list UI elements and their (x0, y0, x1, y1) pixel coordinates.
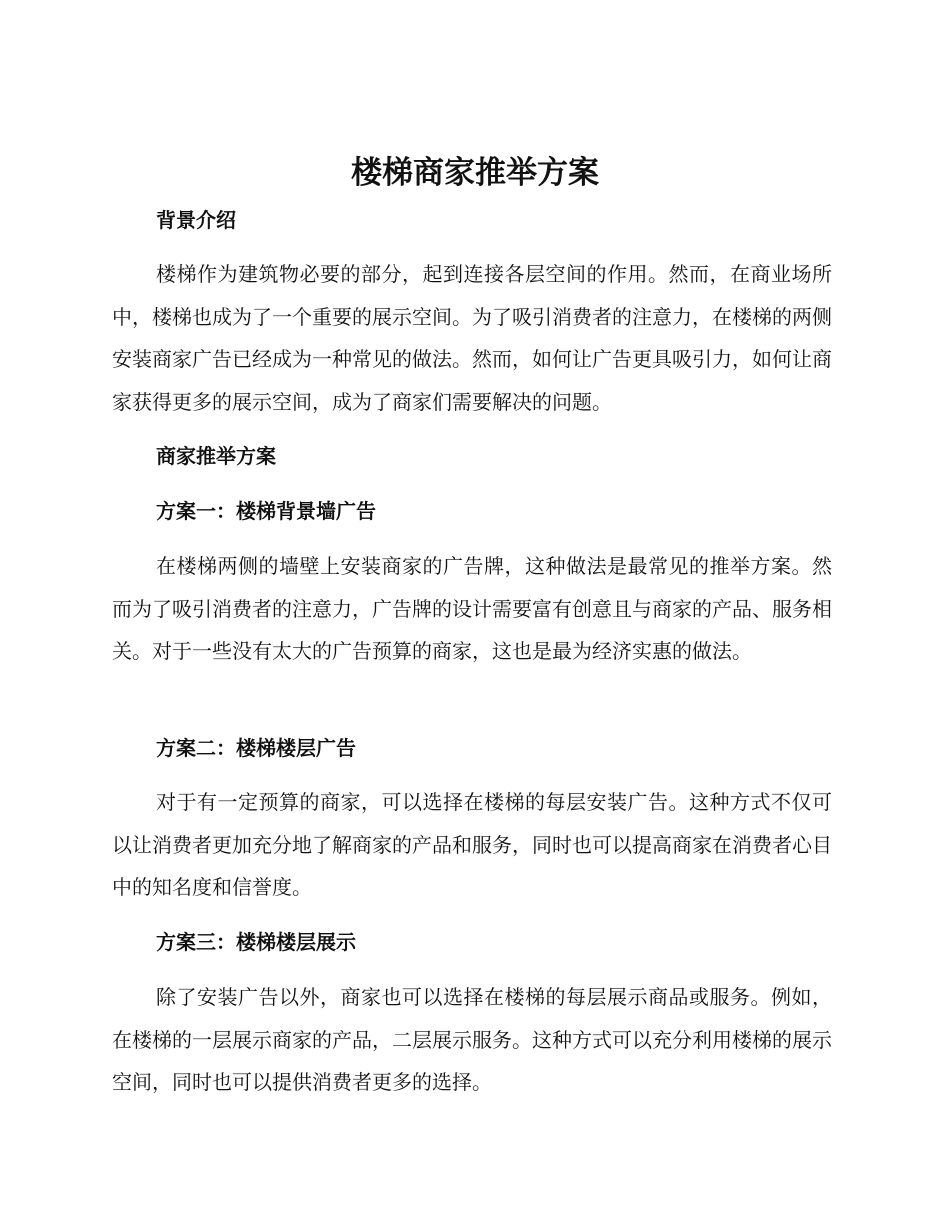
paragraph-option2: 对于有一定预算的商家，可以选择在楼梯的每层安装广告。这种方式不仅可以让消费者更加充分地了解商家的产品和服务，同时也可以提高商家在消费者心目中的知名度和信誉度。 (112, 790, 832, 899)
paragraph-option1: 在楼梯两侧的墙壁上安装商家的广告牌，这种做法是最常见的推举方案。然而为了吸引消费者的注意力，广告牌的设计需要富有创意且与商家的产品、服务相关。对于一些没有太大的广告预算的商家，这也是最为经济实惠的做法。 (112, 554, 832, 663)
section-heading-background: 背景介绍 (156, 208, 236, 232)
section-heading-option3: 方案三：楼梯楼层展示 (156, 930, 356, 954)
section-heading-option2: 方案二：楼梯楼层广告 (156, 736, 356, 760)
document-title: 楼梯商家推举方案 (351, 155, 599, 191)
paragraph-option3: 除了安装广告以外，商家也可以选择在楼梯的每层展示商品或服务。例如，在楼梯的一层展示商家的产品，二层展示服务。这种方式可以充分利用楼梯的展示空间，同时也可以提供消费者更多的选择。 (112, 985, 832, 1094)
paragraph-background: 楼梯作为建筑物必要的部分，起到连接各层空间的作用。然而，在商业场所中，楼梯也成为了一个重要的展示空间。为了吸引消费者的注意力，在楼梯的两侧安装商家广告已经成为一种常见的做法。然而，如何让广告更具吸引力，如何让商家获得更多的展示空间，成为了商家们需要解决的问题。 (112, 262, 832, 414)
section-heading-plan: 商家推举方案 (156, 444, 276, 468)
section-heading-option1: 方案一：楼梯背景墙广告 (156, 499, 376, 523)
